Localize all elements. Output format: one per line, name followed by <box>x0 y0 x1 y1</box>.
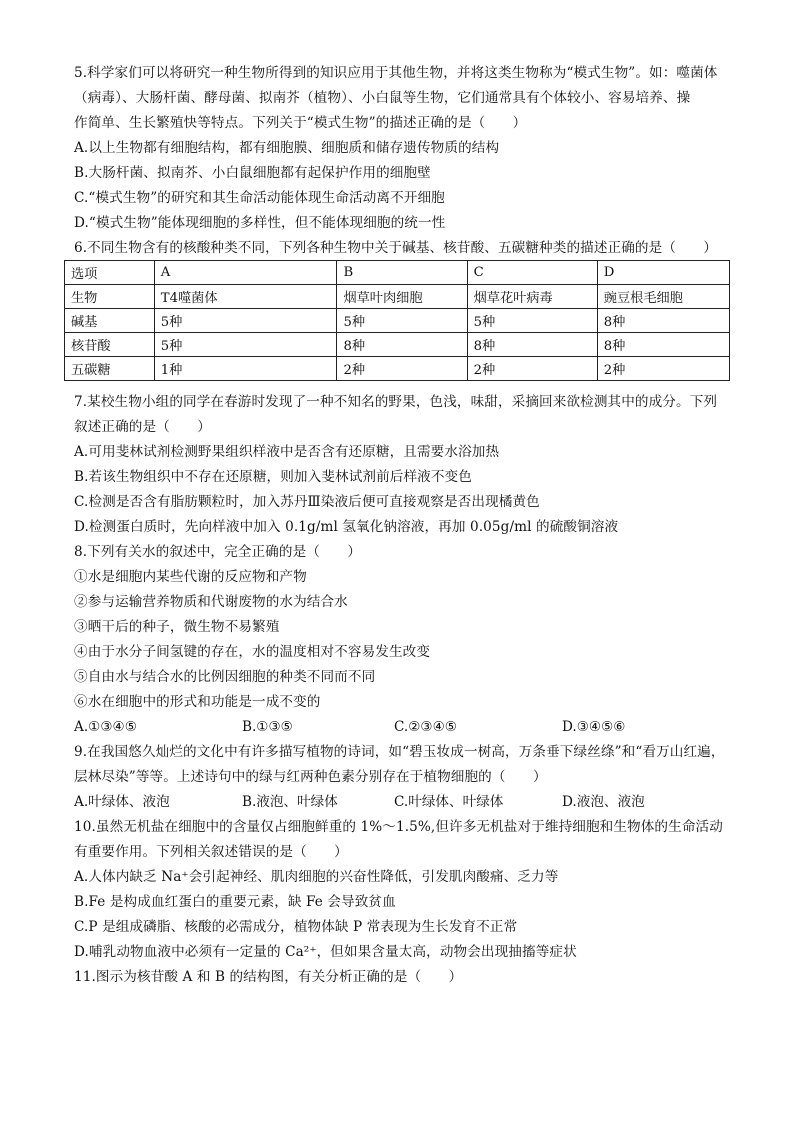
table-cell: 2种 <box>337 357 467 381</box>
q5-line-3: 作简单、生长繁殖快等特点。下列关于“模式生物”的描述正确的是（ ） <box>74 115 527 131</box>
q8-item-1: ①水是细胞内某些代谢的反应物和产物 <box>74 569 307 585</box>
table-cell: D <box>597 261 729 285</box>
q5-option-b: B.大肠杆菌、拟南芥、小白鼠细胞都有起保护作用的细胞壁 <box>74 165 431 181</box>
table-cell: 碱基 <box>65 309 155 333</box>
q8-item-5: ⑤自由水与结合水的比例因细胞的种类不同而不同 <box>74 669 376 685</box>
q9-option-a: A.叶绿体、液泡 <box>74 794 170 810</box>
q7-option-b: B.若该生物组织中不存在还原糖，则加入斐林试剂前后样液不变色 <box>74 469 472 485</box>
q8-options <box>74 718 734 736</box>
table-cell: A <box>154 261 337 285</box>
table-cell: 豌豆根毛细胞 <box>597 285 729 309</box>
q8-option-d: D.③④⑤⑥ <box>562 719 626 735</box>
table-cell: C <box>467 261 597 285</box>
q9-option-c: C.叶绿体、叶绿体 <box>394 794 504 810</box>
q5-option-d: D.“模式生物”能体现细胞的多样性，但不能体现细胞的统一性 <box>74 215 446 231</box>
q8-item-2: ②参与运输营养物质和代谢废物的水为结合水 <box>74 594 348 610</box>
q9-option-d: D.液泡、液泡 <box>562 794 645 810</box>
q7-option-c: C.检测是否含有脂肪颗粒时，加入苏丹Ⅲ染液后便可直接观察是否出现橘黄色 <box>74 494 540 510</box>
q10-option-d: D.哺乳动物血液中必须有一定量的 Ca²⁺，但如果含量太高，动物会出现抽搐等症状 <box>74 944 577 960</box>
q7-option-d: D.检测蛋白质时，先向样液中加入 0.1g/ml 氢氧化钠溶液，再加 0.05g/ml 的硫酸铜溶液 <box>74 519 619 535</box>
q11-stem: 11.图示为核苷酸 A 和 B 的结构图，有关分析正确的是（ ） <box>74 969 463 985</box>
q6-table <box>64 260 730 381</box>
q8-item-6: ⑥水在细胞中的形式和功能是一成不变的 <box>74 694 321 710</box>
table-cell: 8种 <box>467 333 597 357</box>
table-cell: 烟草花叶病毒 <box>467 285 597 309</box>
table-cell: 2种 <box>597 357 729 381</box>
q8-item-4: ④由于水分子间氢键的存在，水的温度相对不容易发生改变 <box>74 644 431 660</box>
q9-line-2: 层林尽染”等等。上述诗句中的绿与红两种色素分别存在于植物细胞的（ ） <box>74 769 547 785</box>
table-cell: 五碳糖 <box>65 357 155 381</box>
table-cell: 5种 <box>154 309 337 333</box>
q10-option-c: C.P 是组成磷脂、核酸的必需成分，植物体缺 P 常表现为生长发育不正常 <box>74 919 518 935</box>
q10-line-1: 10.虽然无机盐在细胞中的含量仅占细胞鲜重的 1%～1.5%,但许多无机盐对于维持细胞和生物体的生命活动 <box>74 819 723 835</box>
table-cell: 5种 <box>154 333 337 357</box>
table-row <box>65 285 730 309</box>
q9-option-b: B.液泡、叶绿体 <box>242 794 338 810</box>
table-cell: 8种 <box>597 333 729 357</box>
table-row <box>65 333 730 357</box>
table-cell: 8种 <box>597 309 729 333</box>
table-cell: T4噬菌体 <box>154 285 337 309</box>
q8-item-3: ③晒干后的种子，微生物不易繁殖 <box>74 619 280 635</box>
table-row <box>65 357 730 381</box>
q9-line-1: 9.在我国悠久灿烂的文化中有许多描写植物的诗词，如“碧玉妆成一树高，万条垂下绿丝绦”和“看万山红遍， <box>74 744 725 760</box>
q8-option-b: B.①③⑤ <box>242 719 293 735</box>
q5-line-2: （病毒）、大肠杆菌、酵母菌、拟南芥（植物）、小白鼠等生物，它们通常具有个体较小、容易培养、操 <box>74 90 691 106</box>
table-row <box>65 261 730 285</box>
table-cell: 烟草叶肉细胞 <box>337 285 467 309</box>
q8-option-c: C.②③④⑤ <box>394 719 457 735</box>
table-cell: 1种 <box>154 357 337 381</box>
q5-option-c: C.“模式生物”的研究和其生命活动能体现生命活动离不开细胞 <box>74 190 445 206</box>
table-cell: 选项 <box>65 261 155 285</box>
q8-option-a: A.①③④⑤ <box>74 719 137 735</box>
q5-line-1: 5.科学家们可以将研究一种生物所得到的知识应用于其他生物，并将这类生物称为“模式生物”。如：噬菌体 <box>74 65 718 81</box>
table-cell: B <box>337 261 467 285</box>
table-cell: 5种 <box>467 309 597 333</box>
q7-line-1: 7.某校生物小组的同学在春游时发现了一种不知名的野果，色浅，味甜，采摘回来欲检测其中的成分。下列 <box>74 394 718 410</box>
q6-stem: 6.不同生物含有的核酸种类不同，下列各种生物中关于碱基、核苷酸、五碳糖种类的描述正确的是（ ） <box>74 240 718 256</box>
table-row <box>65 309 730 333</box>
q9-options <box>74 793 734 811</box>
table-cell: 5种 <box>337 309 467 333</box>
q5-option-a: A.以上生物都有细胞结构，都有细胞膜、细胞质和储存遗传物质的结构 <box>74 140 500 156</box>
table-cell: 核苷酸 <box>65 333 155 357</box>
q7-line-2: 叙述正确的是（ ） <box>74 419 211 435</box>
q7-option-a: A.可用斐林试剂检测野果组织样液中是否含有还原糖，且需要水浴加热 <box>74 444 500 460</box>
q8-stem: 8.下列有关水的叙述中，完全正确的是（ ） <box>74 544 362 560</box>
table-cell: 2种 <box>467 357 597 381</box>
q10-line-2: 有重要作用。下列相关叙述错误的是（ ） <box>74 844 348 860</box>
table-cell: 生物 <box>65 285 155 309</box>
table-cell: 8种 <box>337 333 467 357</box>
q10-option-b: B.Fe 是构成血红蛋白的重要元素，缺 Fe 会导致贫血 <box>74 894 396 910</box>
q10-option-a: A.人体内缺乏 Na⁺会引起神经、肌肉细胞的兴奋性降低，引发肌肉酸痛、乏力等 <box>74 869 559 885</box>
